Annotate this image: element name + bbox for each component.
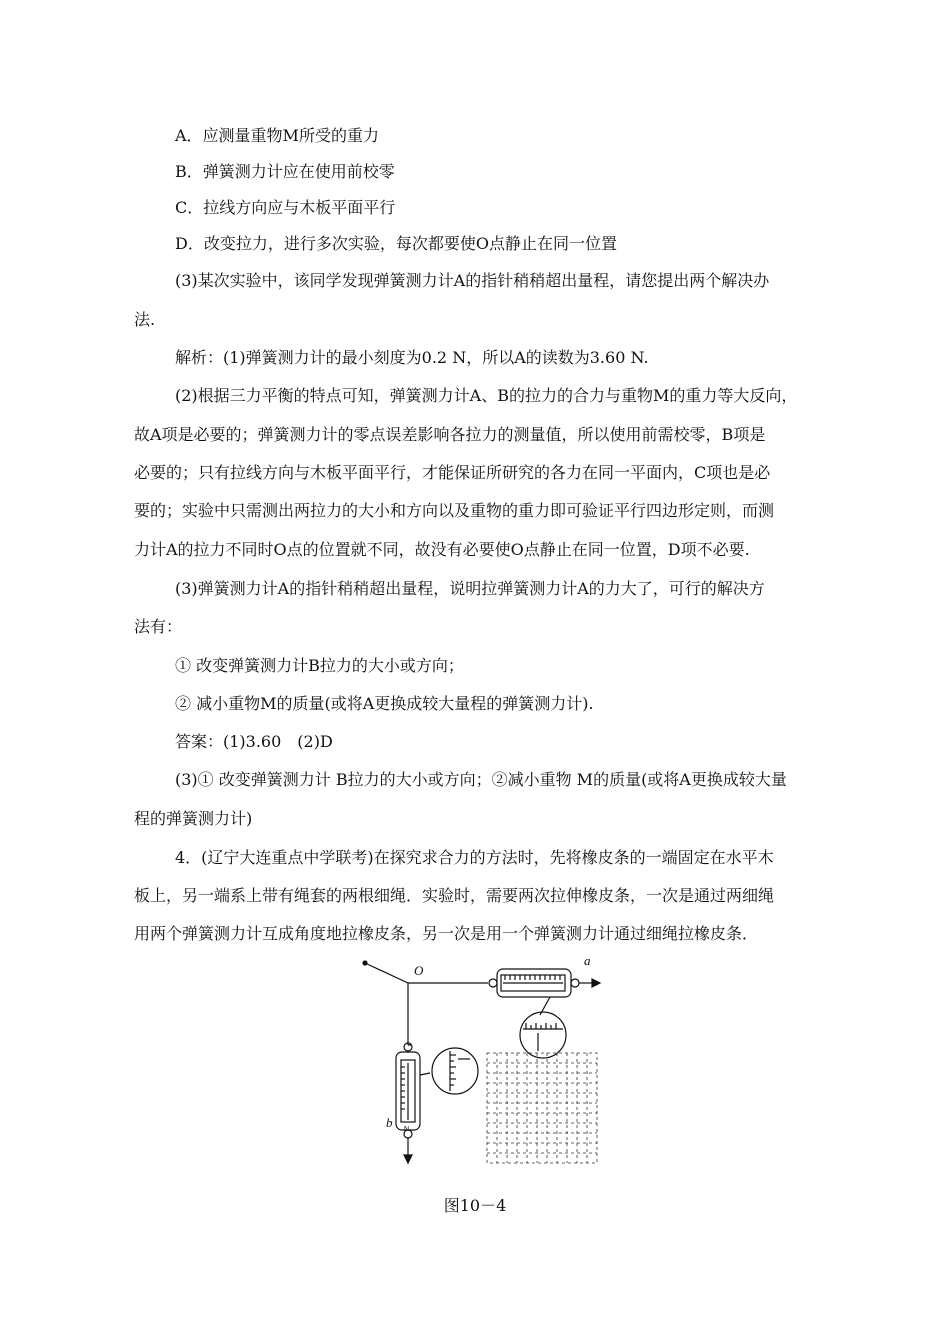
question-4-line-2: 板上，另一端系上带有绳套的两根细绳．实验时，需要两次拉伸橡皮条，一次是通过两细绳	[134, 886, 775, 905]
analysis-line-4: 必要的；只有拉线方向与木板平面平行，才能保证所研究的各力在同一平面内，C项也是必	[134, 463, 771, 482]
analysis-line-9: ① 改变弹簧测力计B拉力的大小或方向；	[175, 656, 464, 675]
analysis-line-1: 解析：(1)弹簧测力计的最小刻度为0.2 N，所以A的读数为3.60 N.	[175, 348, 649, 367]
option-b: B．弹簧测力计应在使用前校零	[175, 162, 395, 181]
figure-caption: 图10－4	[443, 1196, 507, 1215]
label-b: b	[386, 1115, 393, 1130]
label-o: O	[414, 963, 424, 978]
question-3-line-1: (3)某次实验中，该同学发现弹簧测力计A的指针稍稍超出量程，请您提出两个解决办	[175, 271, 770, 290]
answer-line-2: (3)① 改变弹簧测力计 B拉力的大小或方向；②减小重物 M的质量(或将A更换成较大量	[175, 770, 787, 789]
label-n: N	[404, 1126, 410, 1133]
question-4-line-3: 用两个弹簧测力计互成角度地拉橡皮条，另一次是用一个弹簧测力计通过细绳拉橡皮条．	[134, 924, 759, 943]
zoom-lens-horizontal	[520, 1012, 566, 1058]
option-d: D．改变拉力，进行多次实验，每次都要使O点静止在同一位置	[175, 234, 617, 253]
answer-line-1: 答案：(1)3.60 (2)D	[175, 732, 333, 751]
analysis-line-8: 法有：	[134, 617, 183, 636]
rubber-band	[365, 963, 408, 983]
spring-scale-horizontal	[489, 969, 600, 997]
question-4-line-1: 4．(辽宁大连重点中学联考)在探究求合力的方法时，先将橡皮条的一端固定在水平木	[175, 848, 774, 867]
answer-line-3: 程的弹簧测力计)	[134, 809, 253, 828]
question-3-line-2: 法.	[134, 310, 156, 329]
spring-scale-vertical	[396, 1043, 420, 1163]
label-a: a	[584, 955, 591, 968]
analysis-line-3: 故A项是必要的；弹簧测力计的零点误差影响各拉力的测量值，所以使用前需校零，B项是	[134, 425, 766, 444]
analysis-line-10: ② 减小重物M的质量(或将A更换成较大量程的弹簧测力计).	[175, 694, 594, 713]
analysis-line-6: 力计A的拉力不同时O点的位置就不同，故没有必要使O点静止在同一位置，D项不必要.	[134, 540, 750, 559]
dashed-grid	[487, 1053, 597, 1163]
zoom-lens-vertical	[432, 1048, 478, 1094]
experiment-figure	[360, 955, 610, 1170]
option-a: A．应测量重物M所受的重力	[175, 126, 379, 145]
analysis-line-2: (2)根据三力平衡的特点可知，弹簧测力计A、B的拉力的合力与重物M的重力等大反向，	[175, 386, 798, 405]
analysis-line-7: (3)弹簧测力计A的指针稍稍超出量程，说明拉弹簧测力计A的力大了，可行的解决方	[175, 579, 765, 598]
option-c: C．拉线方向应与木板平面平行	[175, 198, 396, 217]
fixed-point	[363, 961, 367, 965]
analysis-line-5: 要的；实验中只需测出两拉力的大小和方向以及重物的重力即可验证平行四边形定则，而测	[134, 501, 775, 520]
